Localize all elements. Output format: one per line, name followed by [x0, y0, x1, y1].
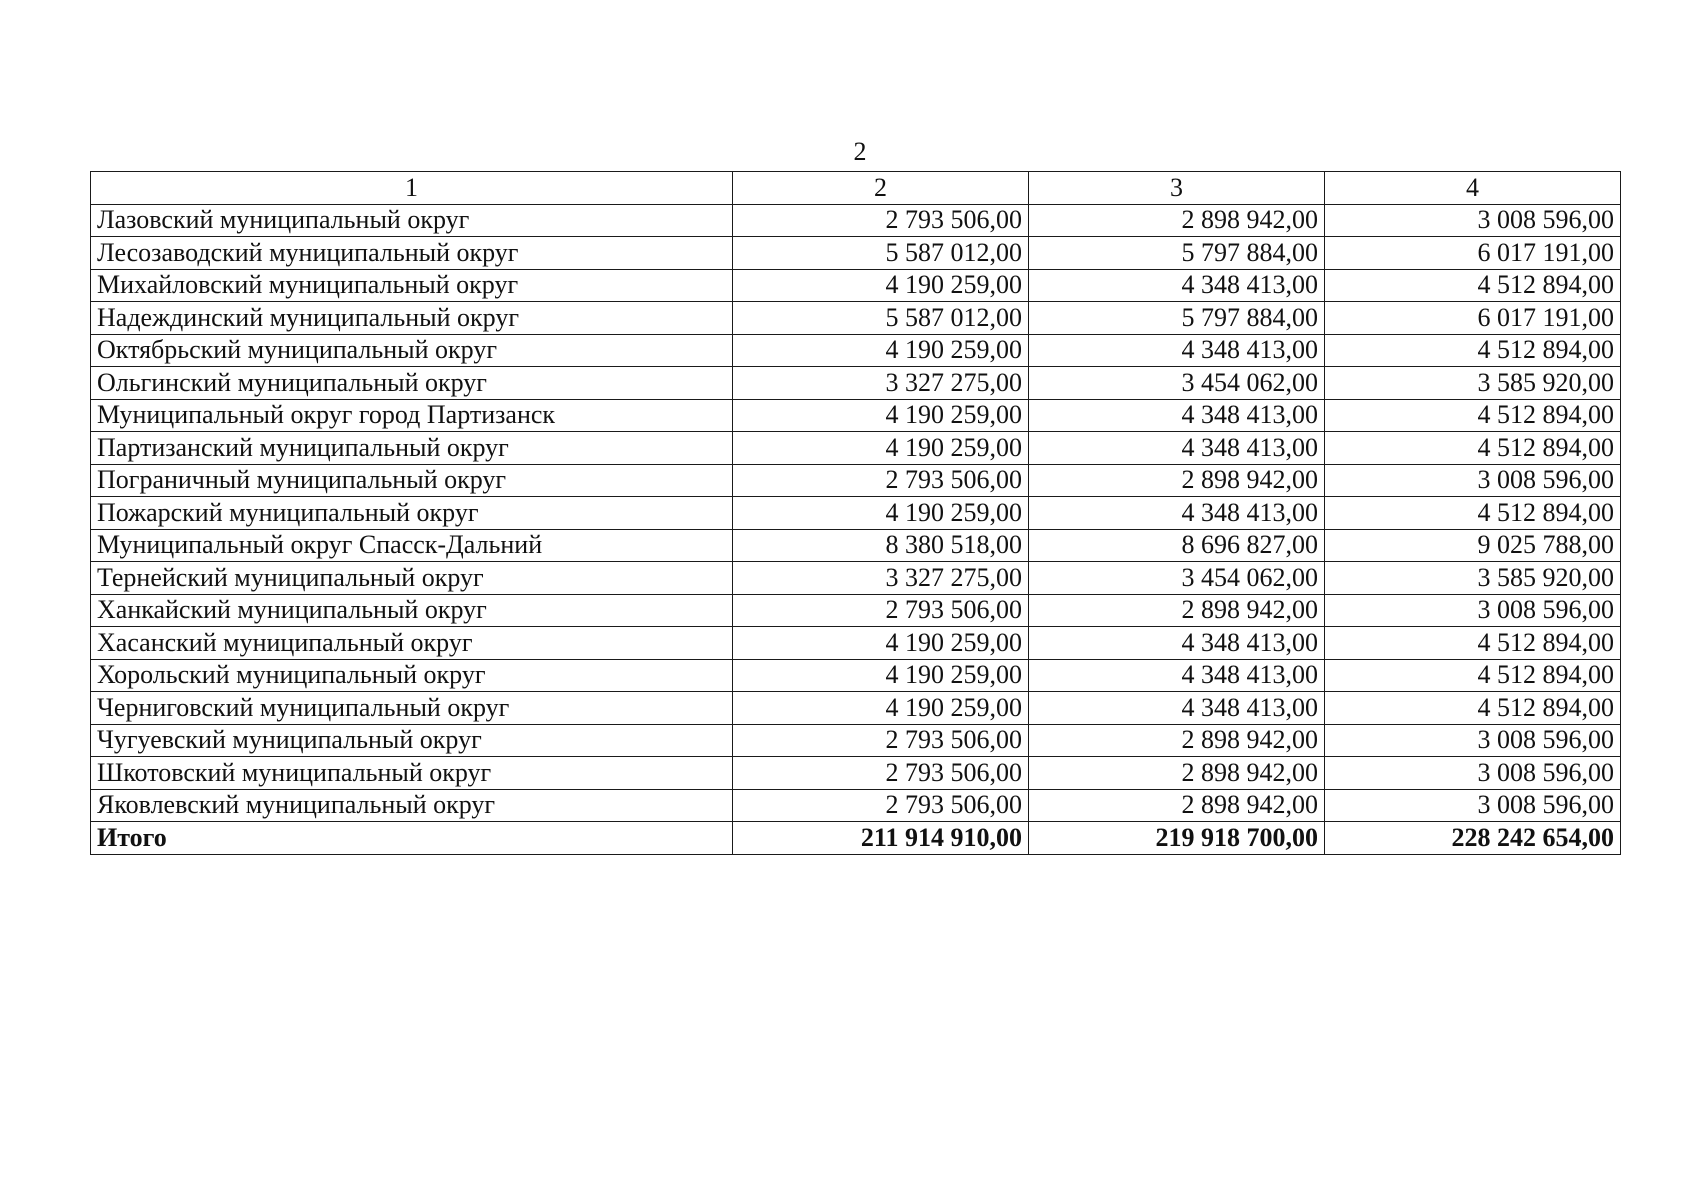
- amount-col-3: 4 348 413,00: [1029, 334, 1325, 367]
- table-row: [91, 692, 1621, 725]
- amount-col-3: 3 454 062,00: [1029, 562, 1325, 595]
- municipality-name: Черниговский муниципальный округ: [91, 692, 733, 725]
- header-row: [91, 172, 1621, 205]
- table-row: [91, 464, 1621, 497]
- municipality-name: Ольгинский муниципальный округ: [91, 367, 733, 400]
- amount-col-3: 5 797 884,00: [1029, 237, 1325, 270]
- column-header-4: 4: [1325, 172, 1621, 205]
- amount-col-4: 4 512 894,00: [1325, 497, 1621, 530]
- amount-col-2: 2 793 506,00: [733, 464, 1029, 497]
- table-row: [91, 529, 1621, 562]
- amount-col-2: 3 327 275,00: [733, 562, 1029, 595]
- column-header-3: 3: [1029, 172, 1325, 205]
- table-row: [91, 237, 1621, 270]
- municipality-name: Партизанский муниципальный округ: [91, 432, 733, 465]
- amount-col-2: 5 587 012,00: [733, 302, 1029, 335]
- amount-col-4: 3 008 596,00: [1325, 204, 1621, 237]
- amount-col-3: 2 898 942,00: [1029, 464, 1325, 497]
- total-col-4: 228 242 654,00: [1325, 822, 1621, 855]
- table-row: [91, 594, 1621, 627]
- amount-col-3: 4 348 413,00: [1029, 269, 1325, 302]
- amount-col-4: 4 512 894,00: [1325, 432, 1621, 465]
- amount-col-2: 3 327 275,00: [733, 367, 1029, 400]
- amount-col-3: 4 348 413,00: [1029, 692, 1325, 725]
- municipality-name: Пограничный муниципальный округ: [91, 464, 733, 497]
- amount-col-4: 9 025 788,00: [1325, 529, 1621, 562]
- amount-col-3: 2 898 942,00: [1029, 757, 1325, 790]
- amount-col-4: 3 008 596,00: [1325, 789, 1621, 822]
- municipality-name: Тернейский муниципальный округ: [91, 562, 733, 595]
- table-row: [91, 302, 1621, 335]
- amount-col-2: 4 190 259,00: [733, 627, 1029, 660]
- total-row: [91, 822, 1621, 855]
- total-label: Итого: [91, 822, 733, 855]
- municipality-name: Октябрьский муниципальный округ: [91, 334, 733, 367]
- amount-col-2: 2 793 506,00: [733, 724, 1029, 757]
- amount-col-4: 4 512 894,00: [1325, 627, 1621, 660]
- amount-col-3: 2 898 942,00: [1029, 594, 1325, 627]
- table-header: [91, 172, 1621, 205]
- total-col-2: 211 914 910,00: [733, 822, 1029, 855]
- amount-col-4: 4 512 894,00: [1325, 334, 1621, 367]
- table-row: [91, 204, 1621, 237]
- table-row: [91, 432, 1621, 465]
- amount-col-2: 8 380 518,00: [733, 529, 1029, 562]
- amount-col-2: 4 190 259,00: [733, 399, 1029, 432]
- amount-col-4: 3 008 596,00: [1325, 594, 1621, 627]
- amount-col-2: 4 190 259,00: [733, 269, 1029, 302]
- municipality-name: Шкотовский муниципальный округ: [91, 757, 733, 790]
- table-row: [91, 367, 1621, 400]
- municipality-name: Муниципальный округ город Партизанск: [91, 399, 733, 432]
- amount-col-2: 4 190 259,00: [733, 692, 1029, 725]
- amount-col-4: 3 585 920,00: [1325, 562, 1621, 595]
- municipality-name: Лесозаводский муниципальный округ: [91, 237, 733, 270]
- amount-col-3: 8 696 827,00: [1029, 529, 1325, 562]
- table-row: [91, 269, 1621, 302]
- table-row: [91, 757, 1621, 790]
- amount-col-3: 3 454 062,00: [1029, 367, 1325, 400]
- amount-col-4: 3 008 596,00: [1325, 757, 1621, 790]
- table-row: [91, 659, 1621, 692]
- total-col-3: 219 918 700,00: [1029, 822, 1325, 855]
- municipality-name: Муниципальный округ Спасск-Дальний: [91, 529, 733, 562]
- table-row: [91, 724, 1621, 757]
- amount-col-2: 4 190 259,00: [733, 659, 1029, 692]
- municipality-name: Хорольский муниципальный округ: [91, 659, 733, 692]
- municipality-name: Надеждинский муниципальный округ: [91, 302, 733, 335]
- amount-col-4: 4 512 894,00: [1325, 692, 1621, 725]
- table-row: [91, 334, 1621, 367]
- amount-col-3: 2 898 942,00: [1029, 724, 1325, 757]
- amount-col-3: 4 348 413,00: [1029, 399, 1325, 432]
- amount-col-4: 6 017 191,00: [1325, 237, 1621, 270]
- amount-col-4: 4 512 894,00: [1325, 659, 1621, 692]
- table-body: [91, 204, 1621, 854]
- column-header-2: 2: [733, 172, 1029, 205]
- amount-col-3: 4 348 413,00: [1029, 497, 1325, 530]
- column-header-1: 1: [91, 172, 733, 205]
- table-row: [91, 562, 1621, 595]
- table-row: [91, 627, 1621, 660]
- municipality-name: Михайловский муниципальный округ: [91, 269, 733, 302]
- amount-col-3: 4 348 413,00: [1029, 432, 1325, 465]
- table-row: [91, 399, 1621, 432]
- amount-col-4: 3 008 596,00: [1325, 724, 1621, 757]
- budget-table: [90, 171, 1621, 855]
- amount-col-4: 4 512 894,00: [1325, 399, 1621, 432]
- amount-col-3: 2 898 942,00: [1029, 789, 1325, 822]
- amount-col-2: 2 793 506,00: [733, 204, 1029, 237]
- page-number: 2: [853, 137, 867, 166]
- amount-col-2: 5 587 012,00: [733, 237, 1029, 270]
- amount-col-2: 4 190 259,00: [733, 432, 1029, 465]
- amount-col-3: 4 348 413,00: [1029, 659, 1325, 692]
- amount-col-2: 2 793 506,00: [733, 757, 1029, 790]
- table-row: [91, 789, 1621, 822]
- municipality-name: Ханкайский муниципальный округ: [91, 594, 733, 627]
- municipality-name: Яковлевский муниципальный округ: [91, 789, 733, 822]
- amount-col-3: 2 898 942,00: [1029, 204, 1325, 237]
- amount-col-3: 5 797 884,00: [1029, 302, 1325, 335]
- municipality-name: Пожарский муниципальный округ: [91, 497, 733, 530]
- amount-col-3: 4 348 413,00: [1029, 627, 1325, 660]
- amount-col-2: 4 190 259,00: [733, 334, 1029, 367]
- municipality-name: Хасанский муниципальный округ: [91, 627, 733, 660]
- amount-col-2: 2 793 506,00: [733, 594, 1029, 627]
- municipality-name: Лазовский муниципальный округ: [91, 204, 733, 237]
- table-row: [91, 497, 1621, 530]
- amount-col-2: 2 793 506,00: [733, 789, 1029, 822]
- amount-col-4: 3 008 596,00: [1325, 464, 1621, 497]
- amount-col-2: 4 190 259,00: [733, 497, 1029, 530]
- amount-col-4: 3 585 920,00: [1325, 367, 1621, 400]
- municipality-name: Чугуевский муниципальный округ: [91, 724, 733, 757]
- amount-col-4: 6 017 191,00: [1325, 302, 1621, 335]
- amount-col-4: 4 512 894,00: [1325, 269, 1621, 302]
